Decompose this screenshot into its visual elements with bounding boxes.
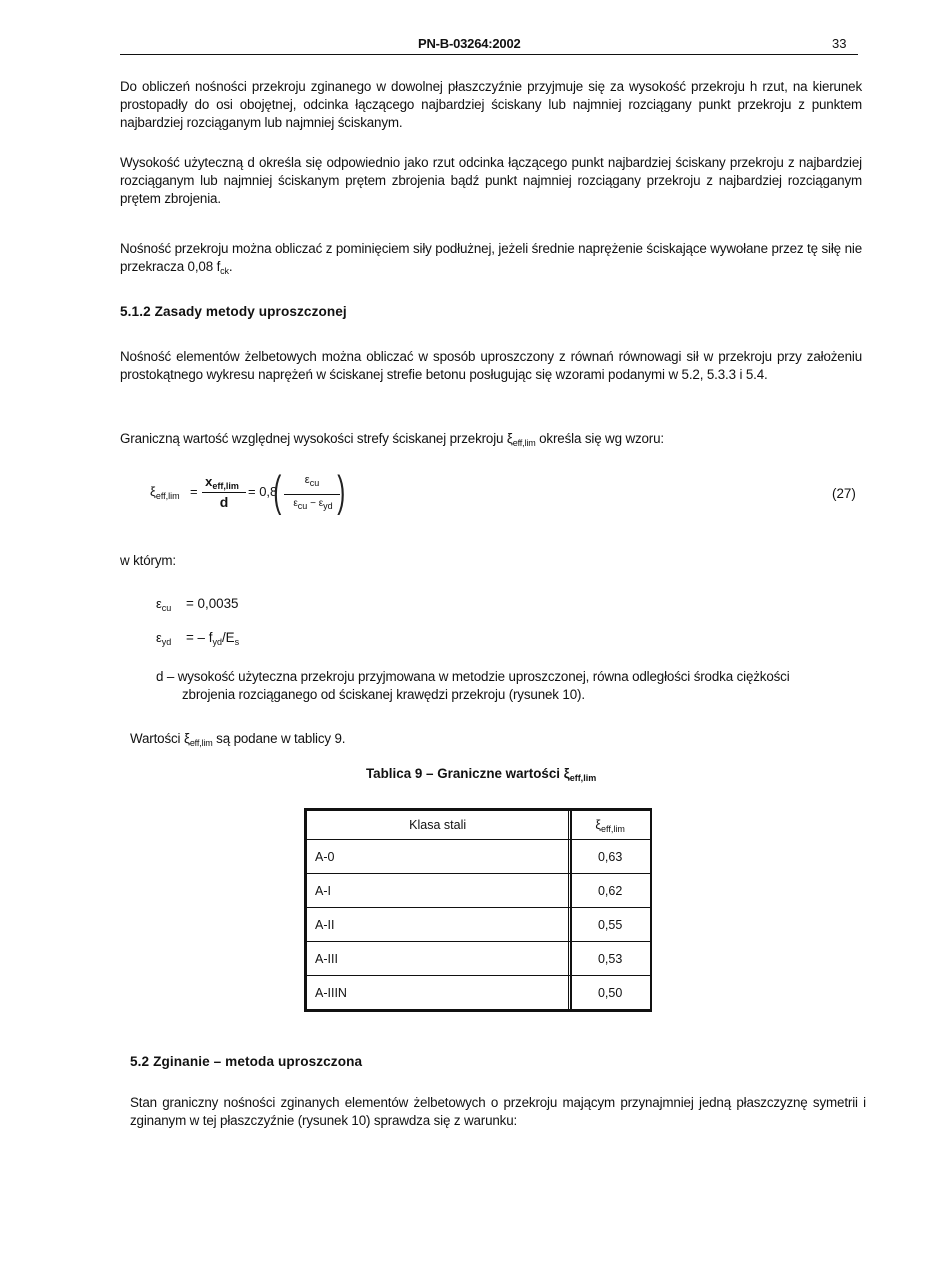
table-cell-value: 0,62 xyxy=(569,874,652,908)
table-cell-value: 0,50 xyxy=(569,976,652,1010)
table-row xyxy=(307,908,652,942)
table-header-class: Klasa stali xyxy=(307,811,569,840)
paragraph-limit-value: Graniczną wartość względnej wysokości strefy ściskanej przekroju $\xi_{eff,lim}$ określa się wg wzoru: xyxy=(120,431,664,448)
equation-number: (27) xyxy=(832,486,856,501)
paragraph-effective-depth: Wysokość użyteczną d określa się odpowiednio jako rzut odcinka łączącego punkt najbardziej ściskany przekroju z najbardziej rozciąganym lub najmniej ściskanym prętem zbrojenia bądź punkt najmniej rozciągany przekroju z najbardziej rozciąganym prętem zbrojenia. xyxy=(120,155,862,206)
definition-eyd-symbol: $\varepsilon_{yd}$ xyxy=(156,630,172,647)
definition-ecu-value: = 0,0035 xyxy=(186,596,239,611)
table-cell-class: A-I xyxy=(307,874,569,908)
paragraph-table-reference: Wartości $\xi_{eff,lim}$ są podane w tablicy 9. xyxy=(130,731,346,748)
paragraph-bending-condition: Stan graniczny nośności zginanych elementów żelbetowych o przekroju mającym przynajmniej jedną płaszczyznę symetrii i zginanym w tej płaszczyźnie (rysunek 10) sprawdza się z warunku: xyxy=(130,1095,866,1128)
equation-denominator: d xyxy=(219,494,229,510)
equation-inner-denominator: $\varepsilon_{cu} - \varepsilon_{yd}$ xyxy=(293,498,333,511)
paragraph-simplified-method: Nośność elementów żelbetowych można obliczać w sposób uproszczony z równań równowagi sił w przekroju przy założeniu prostokątnego wykresu naprężeń w ściskanej strefie betonu posługując się wzorami podanymi w 5.2, 5.3.3 i 5.4. xyxy=(120,349,862,382)
table-cell-class: A-III xyxy=(307,942,569,976)
table-cell-value: 0,63 xyxy=(569,840,652,874)
table-row xyxy=(307,874,652,908)
equation-coefficient: = 0,8 xyxy=(248,484,278,499)
table-9 xyxy=(306,810,652,1010)
header-rule xyxy=(120,54,858,55)
page-number: 33 xyxy=(832,36,847,51)
table-cell-class: A-0 xyxy=(307,840,569,874)
equation-left-paren: ( xyxy=(273,467,282,516)
heading-5-2: 5.2 Zginanie – metoda uproszczona xyxy=(130,1054,363,1069)
table-header-xi: $\xi_{eff,lim}$ xyxy=(569,811,652,840)
table-row xyxy=(307,840,652,874)
table-row xyxy=(307,942,652,976)
definition-d-line1: d – wysokość użyteczna przekroju przyjmowana w metodzie uproszczonej, równa odległości środka ciężkości xyxy=(156,669,790,684)
table-cell-class: A-II xyxy=(307,908,569,942)
equation-right-paren: ) xyxy=(337,467,346,516)
table-column-separator xyxy=(570,808,572,1012)
paragraph-axial-force: Nośność przekroju można obliczać z pominięciem siły podłużnej, jeżeli średnie naprężenie ściskające wywołane przez tę siłę nie przekracza 0,08 $f_{ck}$. xyxy=(120,241,862,276)
table-cell-value: 0,53 xyxy=(569,942,652,976)
definition-eyd-value: = – $f_{yd}/E_s$ xyxy=(186,630,240,647)
paragraph-section-height: Do obliczeń nośności przekroju zginanego w dowolnej płaszczyźnie przyjmuje się za wysokość przekroju h rzut, na kierunek prostopadły do osi obojętnej, odcinka łączącego najbardziej ściskany lub najmniej rozciągany punkt przekroju z punktem najbardziej rozciąganym lub najmniej ściskanym. xyxy=(120,79,862,130)
equation-fraction-line xyxy=(202,492,246,493)
equation-inner-fraction-line xyxy=(284,494,340,495)
definition-ecu-symbol: $\varepsilon_{cu}$ xyxy=(156,596,172,613)
table-row xyxy=(307,976,652,1010)
definition-d-line2: zbrojenia rozciąganego od ściskanej krawędzi przekroju (rysunek 10). xyxy=(182,687,585,702)
table-caption: Tablica 9 – Graniczne wartości $\xi_{eff,lim}$ xyxy=(366,766,597,783)
table-cell-value: 0,55 xyxy=(569,908,652,942)
paragraph-where: w którym: xyxy=(120,553,176,568)
table-cell-class: A-IIIN xyxy=(307,976,569,1010)
equation-equals: = xyxy=(190,484,198,499)
table-header-row xyxy=(307,811,652,840)
equation-lhs: $\xi_{eff,lim}$ xyxy=(150,484,180,501)
document-code: PN-B-03264:2002 xyxy=(418,36,521,51)
equation-numerator: $x_{eff,lim}$ xyxy=(205,474,239,491)
heading-5-1-2: 5.1.2 Zasady metody uproszczonej xyxy=(120,304,347,319)
equation-inner-numerator: $\varepsilon_{cu}$ xyxy=(304,474,320,488)
